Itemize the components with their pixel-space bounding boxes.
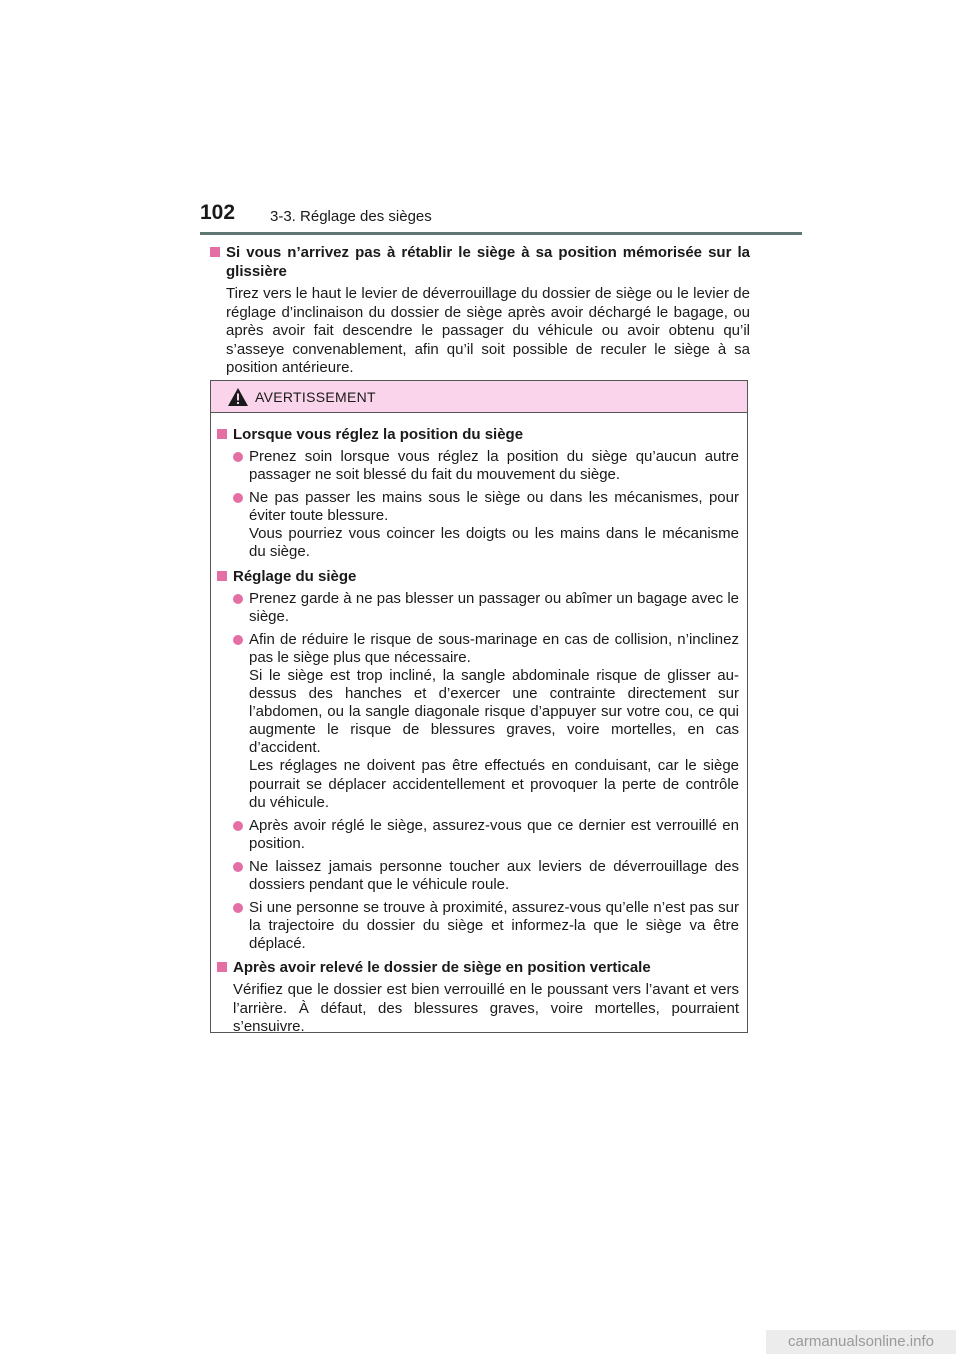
bullet-text: Ne pas passer les mains sous le siège ou dans les mécanismes, pour éviter toute blessure. (249, 489, 739, 525)
section-heading (217, 567, 741, 586)
list-item (217, 448, 741, 484)
bullet-text: Si une personne se trouve à proximité, assurez-vous qu’elle n’est pas sur la trajectoire du dossier du siège et informez-la que le siège va être déplacé. (249, 899, 739, 953)
round-bullet-icon (233, 903, 243, 913)
section-title: 3-3. Réglage des sièges (270, 208, 432, 225)
round-bullet-icon (233, 594, 243, 604)
round-bullet-icon (233, 635, 243, 645)
square-bullet-icon (210, 247, 220, 257)
intro-text: Tirez vers le haut le levier de déverrouillage du dossier de siège ou le levier de réglage d’inclinaison du dossier de siège après avoir déchargé le bagage, ou après avoir fait descendre le passager du véhicule ou avoir obtenu qu’il s’asseye convenablement, afin qu’il soit possible de reculer le siège à sa position antérieure. (226, 285, 750, 377)
section-heading (217, 425, 741, 444)
round-bullet-icon (233, 452, 243, 462)
round-bullet-icon (233, 862, 243, 872)
warning-header (211, 381, 747, 413)
warning-body (211, 413, 747, 1037)
intro-heading (210, 243, 750, 281)
bullet-text: Les réglages ne doivent pas être effectués en conduisant, car le siège pourrait se déplacer accidentellement et provoquer la perte de contrôle du véhicule. (249, 757, 739, 811)
intro-block (210, 243, 750, 378)
section-text: Vérifiez que le dossier est bien verrouillé en le poussant vers l’avant et vers l’arrière. À défaut, des blessures graves, voire mortelles, pourraient s’ensuivre. (233, 981, 739, 1036)
bullet-text: Prenez soin lorsque vous réglez la position du siège qu’aucun autre passager ne soit blessé du fait du mouvement du siège. (249, 448, 739, 484)
section-heading (217, 958, 741, 977)
warning-title: AVERTISSEMENT (255, 389, 376, 405)
list-item (217, 899, 741, 953)
warning-triangle-icon (227, 387, 249, 407)
bullet-text: Si le siège est trop incliné, la sangle abdominale risque de glisser au-dessus des hanches et d’exercer une contrainte directement sur l’abdomen, ou la sangle diagonale risque d’appuyer sur votre cou, ce qui augmente le risque de blessures graves, voire mortelles, en cas d’accident. (249, 666, 739, 757)
round-bullet-icon (233, 493, 243, 503)
list-item (217, 631, 741, 812)
list-item (217, 817, 741, 853)
list-item (217, 590, 741, 626)
square-bullet-icon (217, 962, 227, 972)
list-item (217, 489, 741, 561)
bullet-text: Prenez garde à ne pas blesser un passager ou abîmer un bagage avec le siège. (249, 589, 739, 625)
header-rule (200, 232, 802, 235)
warning-section-position (217, 425, 741, 562)
bullet-text: Afin de réduire le risque de sous-marinage en cas de collision, n’inclinez pas le siège plus que nécessaire. (249, 630, 739, 666)
section-heading-text: Après avoir relevé le dossier de siège en position verticale (233, 959, 651, 977)
warning-section-upright (217, 958, 741, 1036)
bullet-text: Ne laissez jamais personne toucher aux leviers de déverrouillage des dossiers pendant que le véhicule roule. (249, 857, 739, 893)
section-heading-text: Réglage du siège (233, 567, 357, 585)
page-number: 102 (200, 201, 236, 224)
bullet-text: Après avoir réglé le siège, assurez-vous que ce dernier est verrouillé en position. (249, 816, 739, 852)
warning-box (210, 380, 748, 1036)
warning-section-adjustment (217, 567, 741, 954)
round-bullet-icon (233, 821, 243, 831)
square-bullet-icon (217, 571, 227, 581)
square-bullet-icon (217, 429, 227, 439)
section-heading-text: Lorsque vous réglez la position du siège (233, 426, 524, 443)
list-item (217, 858, 741, 894)
watermark[interactable]: carmanualsonline.info (766, 1330, 956, 1354)
intro-heading-text: Si vous n’arrivez pas à rétablir le siège à sa position mémorisée sur la glissière (226, 244, 750, 280)
bullet-text: Vous pourriez vous coincer les doigts ou les mains dans le mécanisme du siège. (249, 525, 739, 561)
